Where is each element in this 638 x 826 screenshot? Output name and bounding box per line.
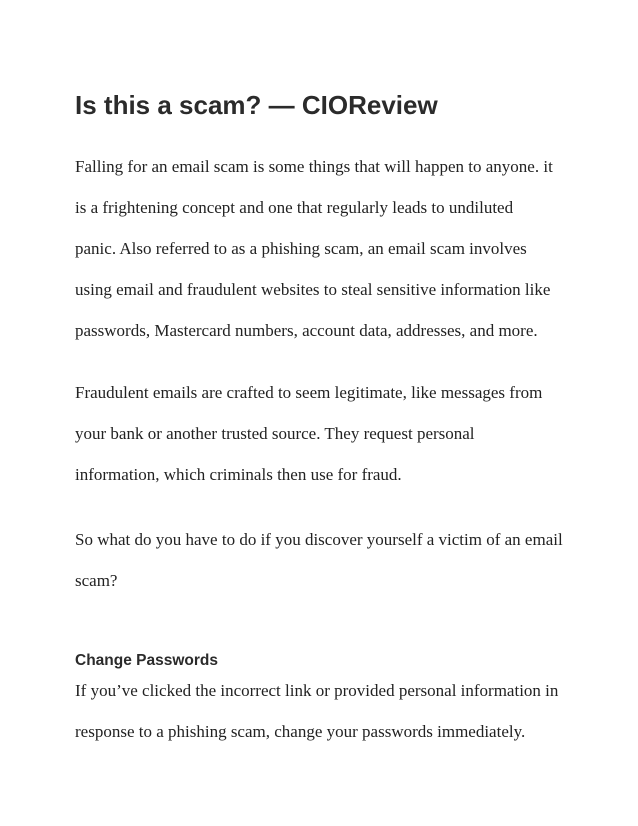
text-line: Fraudulent emails are crafted to seem legitimate, like messages from xyxy=(75,383,543,402)
text-line: is a frightening concept and one that regularly leads to undiluted xyxy=(75,198,514,217)
paragraph-change-passwords xyxy=(75,670,575,752)
paragraph-fraudulent-emails xyxy=(75,372,575,495)
text-line: using email and fraudulent websites to steal sensitive information like xyxy=(75,280,551,299)
paragraph-intro xyxy=(75,146,575,351)
paragraph-question xyxy=(75,519,575,601)
text-line: If you’ve clicked the incorrect link or provided personal information in xyxy=(75,681,559,700)
page-title: Is this a scam? — CIOReview xyxy=(75,90,438,120)
text-line: passwords, Mastercard numbers, account data, addresses, and more. xyxy=(75,321,538,340)
text-line: panic. Also referred to as a phishing scam, an email scam involves xyxy=(75,239,527,258)
text-line: scam? xyxy=(75,571,118,590)
text-line: response to a phishing scam, change your passwords immediately. xyxy=(75,722,526,741)
text-line: Falling for an email scam is some things that will happen to anyone. it xyxy=(75,157,553,176)
section-heading-change-passwords: Change Passwords xyxy=(75,652,218,669)
text-line: So what do you have to do if you discover yourself a victim of an email xyxy=(75,530,563,549)
text-line: information, which criminals then use for fraud. xyxy=(75,465,402,484)
text-line: your bank or another trusted source. They request personal xyxy=(75,424,475,443)
